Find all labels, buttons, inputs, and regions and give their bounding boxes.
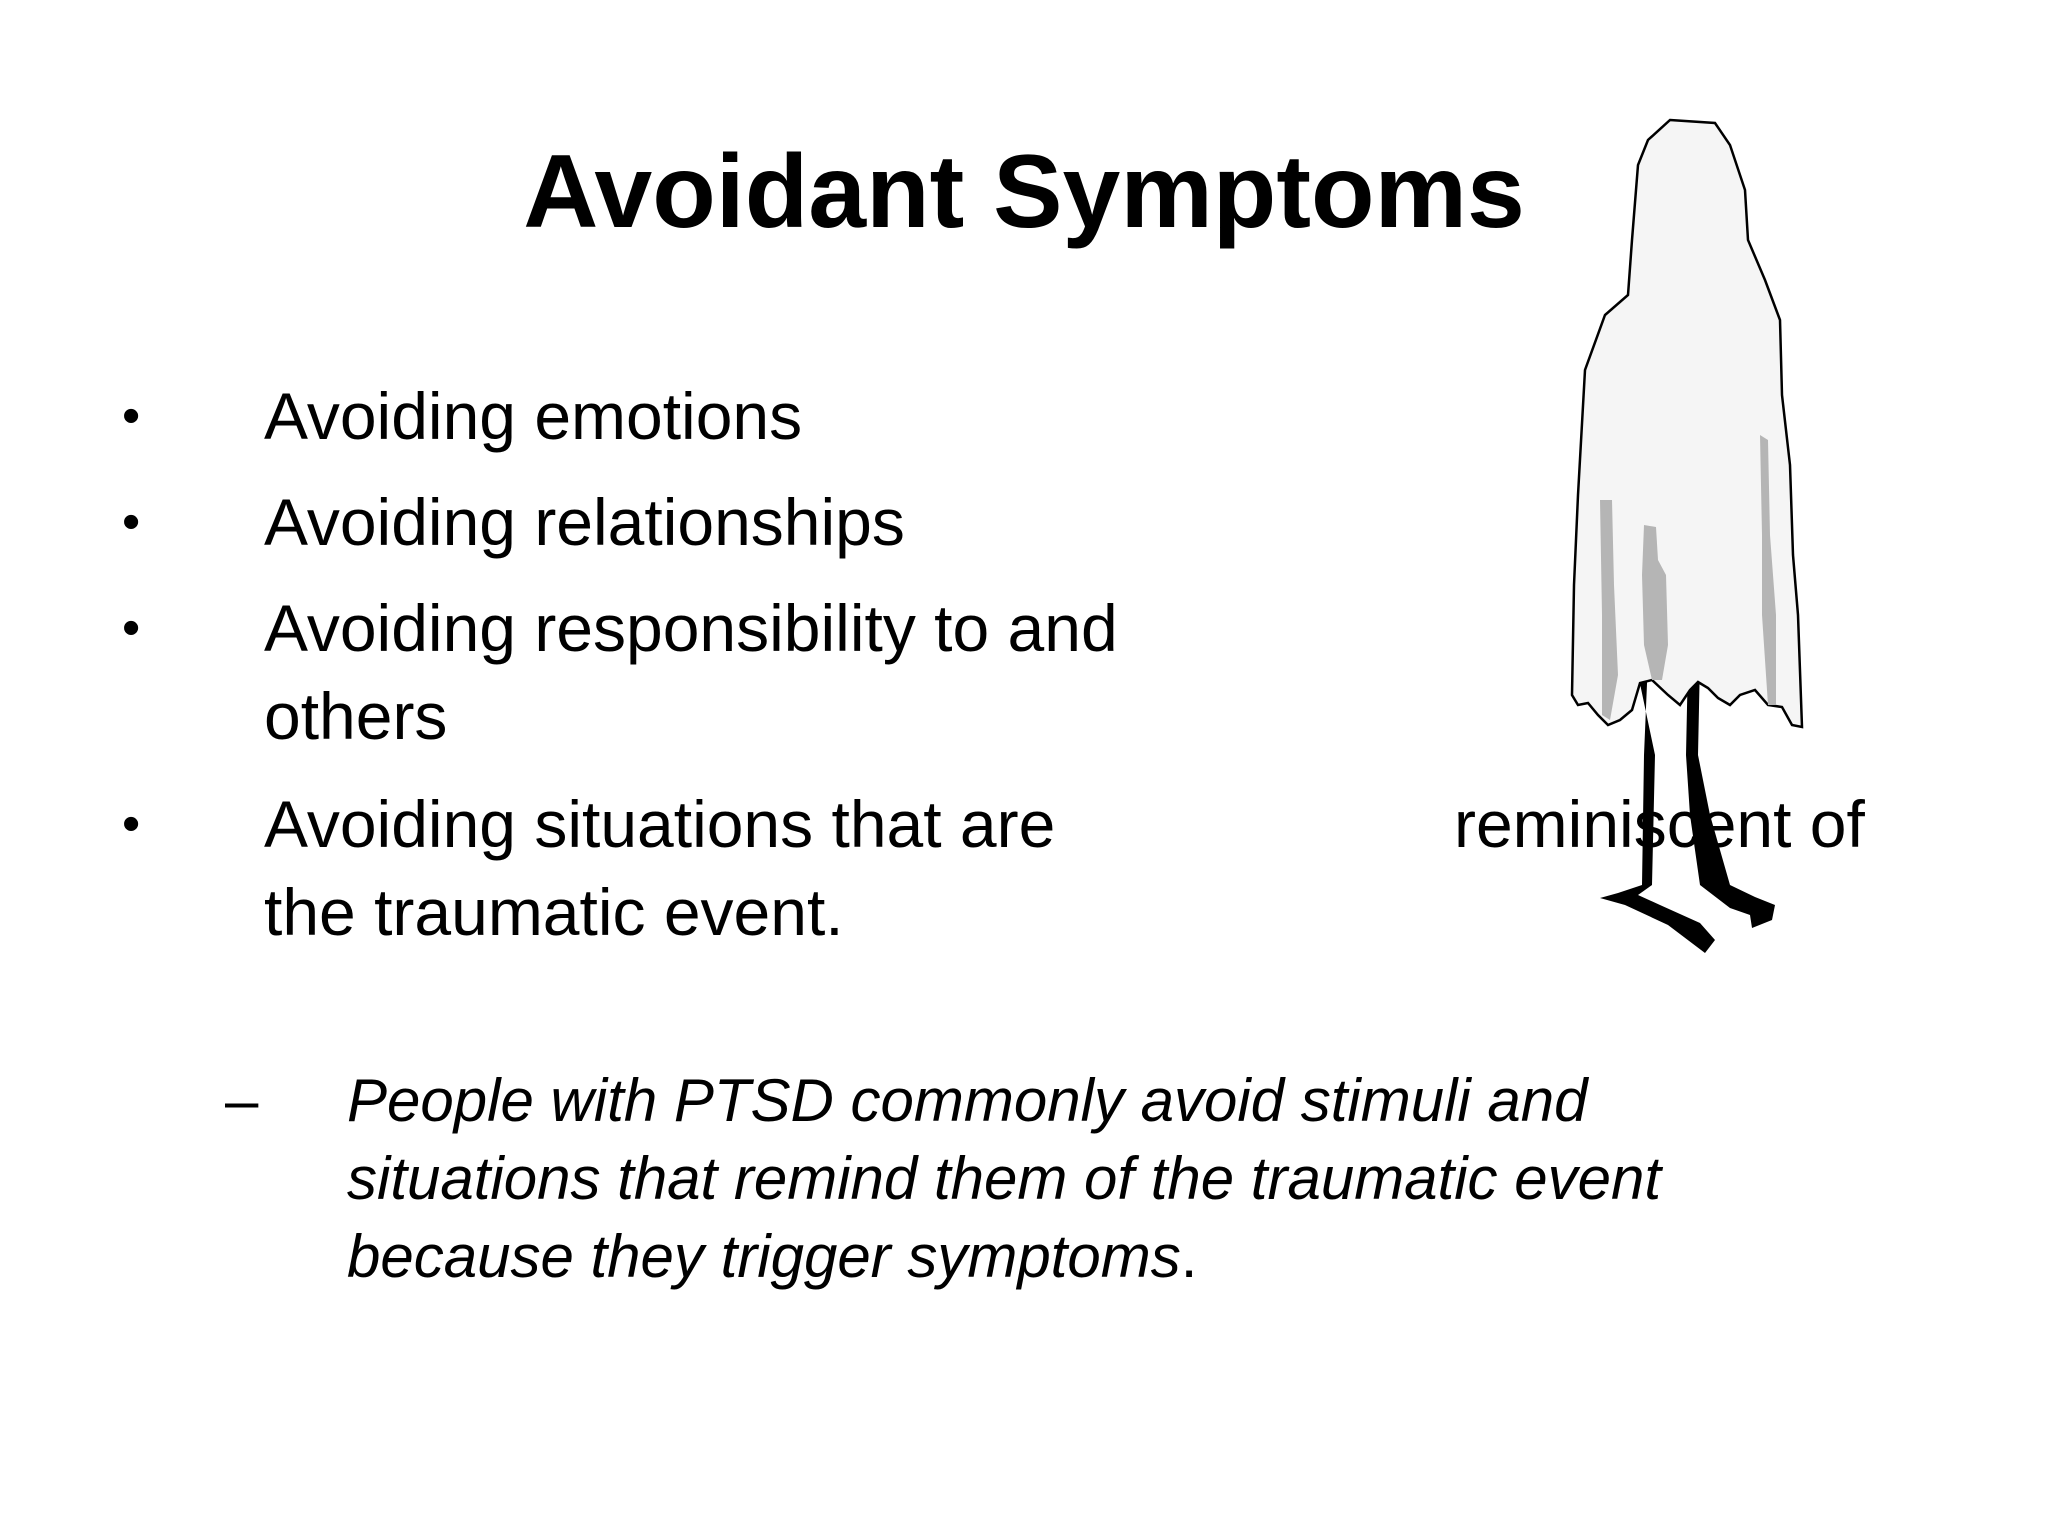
bullet-marker: •	[122, 599, 141, 657]
sub-bullet-line: People with PTSD commonly avoid stimuli and	[347, 1067, 1588, 1134]
sub-bullet-line-text: because they trigger symptoms	[347, 1223, 1181, 1290]
bullet-text-tail: reminiscent of	[1454, 787, 1865, 861]
sub-bullet-line	[347, 1218, 1661, 1296]
bullet-text: Avoiding emotions	[264, 379, 803, 453]
bullet-text-line: others	[264, 679, 448, 753]
bullet-text-line: the traumatic event.	[264, 875, 844, 949]
sub-bullet-period: .	[1180, 1223, 1198, 1290]
bullet-marker: •	[122, 493, 141, 551]
bullet-text: Avoiding relationships	[264, 485, 905, 559]
bullet-text-line: Avoiding situations that are	[264, 787, 1056, 861]
bullet-marker: •	[122, 387, 141, 445]
bullet-marker: •	[122, 795, 141, 853]
sub-bullet-text	[347, 1062, 1661, 1296]
sub-bullet-line: situations that remind them of the traumatic event	[347, 1145, 1661, 1212]
slide-title: Avoidant Symptoms	[523, 134, 1525, 250]
bullet-text	[264, 780, 1055, 956]
bullet-text	[264, 584, 1118, 760]
bullet-text-line: Avoiding responsibility to and	[264, 591, 1118, 665]
sub-bullet-marker: –	[225, 1067, 259, 1134]
ghost-icon	[1540, 115, 1810, 965]
